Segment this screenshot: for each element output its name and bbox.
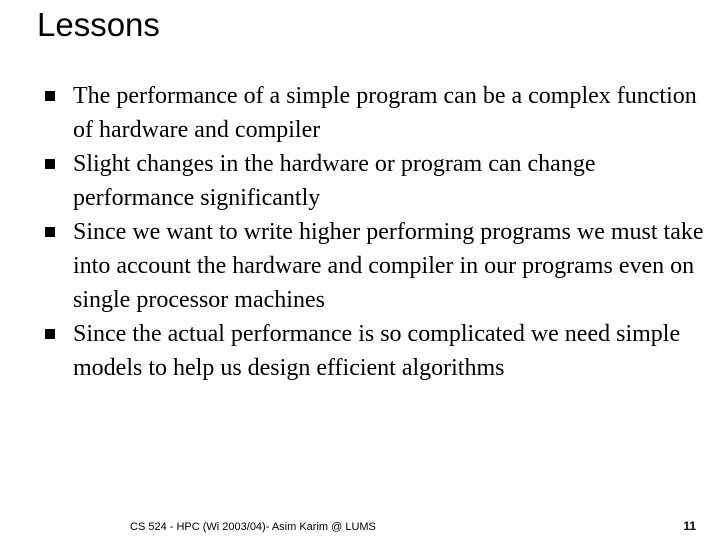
- page-number: 11: [683, 519, 696, 533]
- bullet-item-2: [0, 147, 720, 215]
- square-bullet-icon: [45, 91, 55, 101]
- slide-footer: CS 524 - HPC (Wi 2003/04)- Asim Karim @ LUMS: [130, 521, 376, 533]
- bullet-text-4: Since the actual performance is so complicated we need simple models to help us design efficient algorithms: [73, 321, 681, 381]
- bullet-text-3: Since we want to write higher performing programs we must take into account the hardware and compiler in our programs even on single processor machines: [73, 219, 704, 313]
- bullet-item-1: [0, 79, 720, 147]
- square-bullet-icon: [45, 159, 55, 169]
- square-bullet-icon: [45, 329, 55, 339]
- bullet-list: [0, 79, 720, 385]
- square-bullet-icon: [45, 227, 55, 237]
- bullet-item-4: [0, 317, 720, 385]
- bullet-text-1: The performance of a simple program can be a complex function of hardware and compiler: [73, 83, 697, 143]
- slide-title: Lessons: [37, 6, 160, 43]
- bullet-text-2: Slight changes in the hardware or program can change performance significantly: [73, 151, 596, 211]
- bullet-item-3: [0, 215, 720, 317]
